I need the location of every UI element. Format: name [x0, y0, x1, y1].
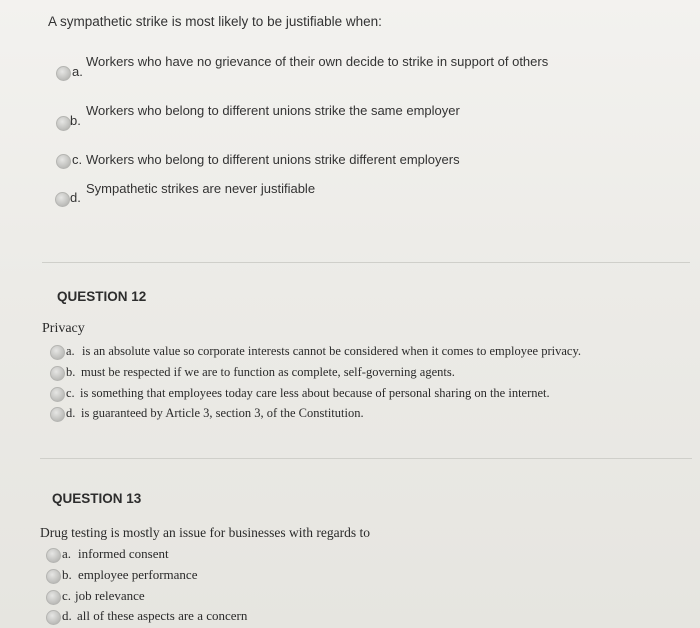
q11-question: A sympathetic strike is most likely to be justifiable when:	[48, 14, 382, 29]
q12-header: QUESTION 12	[57, 289, 147, 304]
q12-radio-b[interactable]	[50, 366, 65, 381]
q12-question: Privacy	[42, 321, 85, 336]
q13-option-d-letter: d.	[62, 608, 72, 623]
q12-option-c-letter: c.	[66, 386, 75, 400]
q13-header: QUESTION 13	[52, 491, 142, 506]
q13-radio-c[interactable]	[46, 590, 61, 605]
q12-option-b-text[interactable]: must be respected if we are to function as complete, self-governing agents.	[81, 365, 455, 379]
q13-question: Drug testing is mostly an issue for businesses with regards to	[40, 525, 370, 540]
q11-option-d-letter: d.	[70, 190, 81, 205]
q13-option-a-text[interactable]: informed consent	[78, 546, 169, 561]
q12-option-a-text[interactable]: is an absolute value so corporate interests cannot be considered when it comes to employee privacy.	[82, 344, 582, 358]
q13-option-d-text[interactable]: all of these aspects are a concern	[77, 608, 248, 623]
q11-radio-d[interactable]	[55, 192, 70, 207]
q12-option-d-text[interactable]: is guaranteed by Article 3, section 3, of the Constitution.	[81, 406, 364, 420]
q12-radio-d[interactable]	[50, 407, 65, 422]
q12-radio-a[interactable]	[50, 345, 65, 360]
q13-option-c-text[interactable]: job relevance	[75, 588, 145, 603]
q12-option-c-text[interactable]: is something that employees today care less about because of personal sharing on the internet.	[80, 386, 550, 400]
q13-radio-b[interactable]	[46, 569, 61, 584]
q11-option-b-letter: b.	[70, 113, 81, 128]
q13-option-b-letter: b.	[62, 567, 72, 582]
q12-option-a-letter: a.	[66, 344, 75, 358]
divider	[42, 262, 690, 263]
q11-option-a-letter: a.	[72, 64, 83, 79]
q11-option-b-text[interactable]: Workers who belong to different unions strike the same employer	[86, 103, 460, 118]
q12-option-b-letter: b.	[66, 365, 76, 379]
q11-option-c-letter: c.	[72, 152, 83, 167]
divider	[40, 458, 692, 459]
q13-option-b-text[interactable]: employee performance	[78, 567, 198, 582]
q11-option-a-text[interactable]: Workers who have no grievance of their own decide to strike in support of others	[86, 54, 549, 69]
q13-option-c-letter: c.	[62, 588, 72, 603]
q13-option-a-letter: a.	[62, 546, 72, 561]
q13-radio-d[interactable]	[46, 610, 61, 625]
q11-option-c-text[interactable]: Workers who belong to different unions strike different employers	[86, 152, 460, 167]
q11-radio-c[interactable]	[56, 154, 71, 169]
q12-option-d-letter: d.	[66, 406, 76, 420]
q11-radio-b[interactable]	[56, 116, 71, 131]
q13-radio-a[interactable]	[46, 548, 61, 563]
q11-option-d-text[interactable]: Sympathetic strikes are never justifiable	[86, 181, 316, 196]
q12-radio-c[interactable]	[50, 387, 65, 402]
q11-radio-a[interactable]	[56, 66, 71, 81]
